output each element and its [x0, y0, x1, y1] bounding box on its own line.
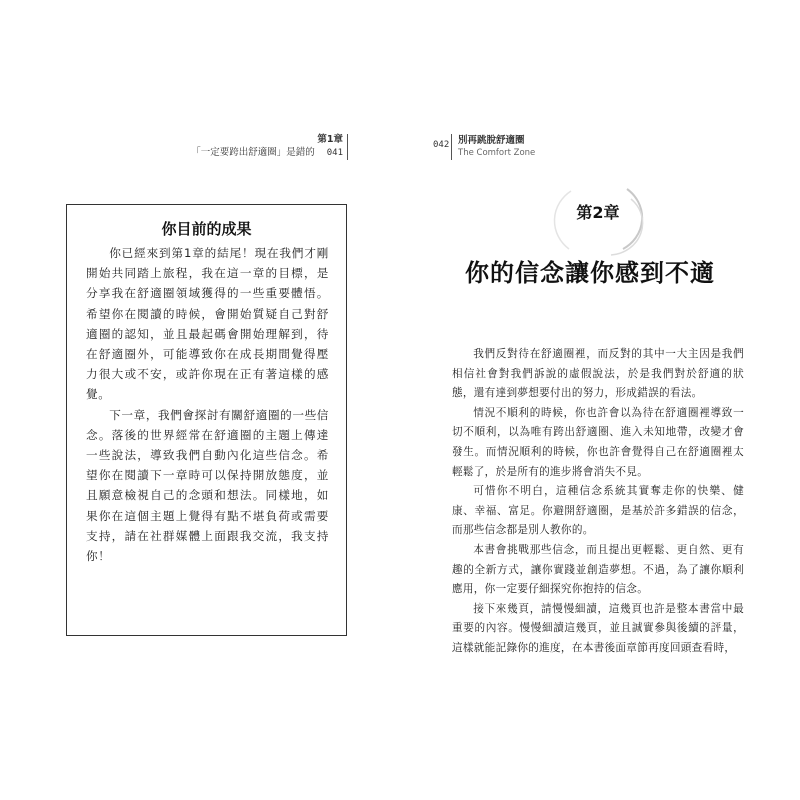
right-page-number: 042: [433, 140, 450, 150]
left-page-number: 041: [326, 148, 343, 158]
right-header-divider: [451, 134, 452, 160]
body-paragraph: 可惜你不明白，這種信念系統其實奪走你的快樂、健康、幸福、富足。你避開舒適圈，是基於許多錯誤的信念，而那些信念都是別人教你的。: [452, 485, 744, 537]
header-chapter-subtitle: 「一定要跨出舒適圈」是錯的: [191, 147, 315, 158]
body-paragraph: 接下來幾頁，請慢慢細讀，這幾頁也許是整本書當中最重要的內容。慢慢細讀這幾頁，並且誠實參與後續的評量，這樣就能記錄你的進度，在本書後面章節再度回頭查看時，: [452, 602, 744, 654]
body-paragraph: 情況不順利的時候，你也許會以為待在舒適圈裡導致一切不順利，以為唯有跨出舒適圈、進入未知地帶，改變才會發生。而情況順利的時候，你也許會覺得自己在舒適圈裡太輕鬆了，於是所有的進步將會消失不見。: [452, 406, 744, 478]
header-book-title: 別再跳脫舒適圈: [458, 135, 525, 146]
chapter-body: [452, 345, 744, 659]
header-chapter-label: 第1章: [317, 134, 343, 145]
summary-paragraph: 你已經來到第1章的結尾！現在我們才剛開始共同踏上旅程，我在這一章的目標，是分享我在舒適圈領域獲得的一些重要體悟。希望你在閱讀的時候，會開始質疑自己對舒適圈的認知，並且最起碼會開始理解到，待在舒適圈外，可能導致你在成長期間覺得壓力很大或不安，或許你現在正有著這樣的感覺。: [86, 246, 329, 402]
summary-box-title: 你目前的成果: [161, 220, 252, 238]
summary-box: [66, 204, 347, 636]
chapter-label: 第2章: [576, 203, 620, 222]
summary-paragraph: 下一章，我們會探討有關舒適圈的一些信念。落後的世界經常在舒適圈的主題上傳達一些說法，導致我們自動內化這些信念。希望你在閱讀下一章時可以保持開放態度，並且願意檢視自己的念頭和想法。同樣地，如果你在這個主題上覺得有點不堪負荷或需要支持，請在社群媒體上面跟我交流，我支持你！: [86, 407, 329, 564]
left-running-header: [150, 133, 343, 160]
chapter-title: 你的信念讓你感到不適: [465, 258, 715, 287]
left-header-divider: [347, 134, 348, 160]
header-english-title: The Comfort Zone: [458, 148, 536, 158]
body-paragraph: 我們反對待在舒適圈裡，而反對的其中一大主因是我們相信社會對我們訴說的虛假說法，於是我們對於舒適的狀態，還有達到夢想要付出的努力，形成錯誤的看法。: [452, 348, 744, 400]
right-running-header: [458, 134, 535, 160]
body-paragraph: 本書會挑戰那些信念，而且提出更輕鬆、更自然、更有趣的全新方式，讓你實踐並創造夢想。不過，為了讓你順利應用，你一定要仔細探究你抱持的信念。: [452, 543, 744, 596]
summary-box-body: [86, 243, 329, 566]
